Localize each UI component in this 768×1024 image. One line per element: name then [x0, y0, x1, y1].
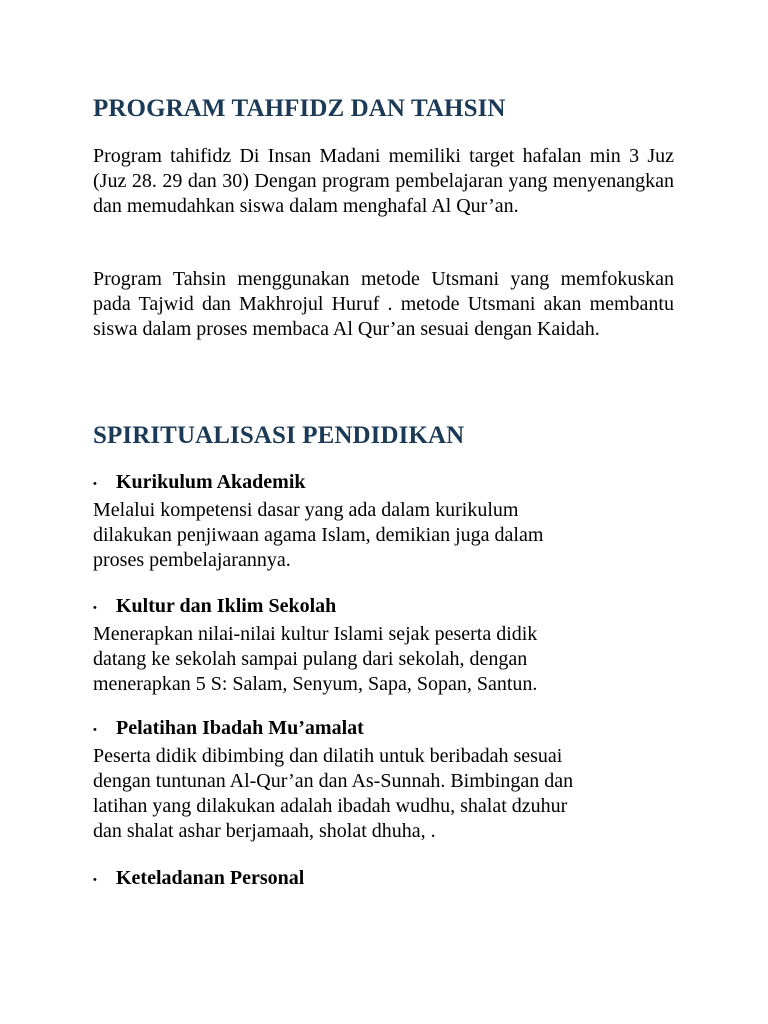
- list-item-body: Peserta didik dibimbing dan dilatih untuk beribadah sesuai dengan tuntunan Al-Qur’an dan As-Sunnah. Bimbingan dan latihan yang dilakukan adalah ibadah wudhu, shalat dzuhur dan shalat ashar berjamaah, sholat dhuha, .: [93, 745, 574, 842]
- paragraph-tahfidz: Program tahifidz Di Insan Madani memiliki target hafalan min 3 Juz (Juz 28. 29 dan 30) Dengan program pembelajaran yang menyenangkan dan memudahkan siswa dalam menghafal Al Qur’an.: [93, 145, 674, 217]
- list-item-title: Keteladanan Personal: [116, 867, 305, 889]
- list-item-title-row: [93, 470, 674, 498]
- list-item-kurikulum-akademik: [93, 470, 674, 573]
- list-item-pelatihan-ibadah: [93, 716, 674, 844]
- bullet-icon: •: [93, 874, 97, 886]
- list-item-title: Kultur dan Iklim Sekolah: [116, 595, 337, 617]
- bullet-icon: •: [93, 724, 97, 736]
- section-heading-spiritualisasi: SPIRITUALISASI PENDIDIKAN: [93, 422, 465, 449]
- paragraph-tahsin: Program Tahsin menggunakan metode Utsmani yang memfokuskan pada Tajwid dan Makhrojul Huruf . metode Utsmani akan membantu siswa dalam proses membaca Al Qur’an sesuai dengan Kaidah.: [93, 268, 674, 340]
- list-item-title-row: [93, 594, 674, 622]
- list-item-title: Pelatihan Ibadah Mu’amalat: [116, 717, 364, 739]
- list-item-kultur-iklim-sekolah: [93, 594, 674, 697]
- list-item-keteladanan-personal: [93, 866, 674, 894]
- list-item-body: Melalui kompetensi dasar yang ada dalam kurikulum dilakukan penjiwaan agama Islam, demikian juga dalam proses pembelajarannya.: [93, 499, 544, 571]
- bullet-icon: •: [93, 602, 97, 614]
- section-heading-tahfidz-tahsin: PROGRAM TAHFIDZ DAN TAHSIN: [93, 95, 506, 122]
- list-item-body: Menerapkan nilai-nilai kultur Islami sejak peserta didik datang ke sekolah sampai pulang dari sekolah, dengan menerapkan 5 S: Salam, Senyum, Sapa, Sopan, Santun.: [93, 623, 538, 695]
- list-item-title-row: [93, 866, 674, 894]
- list-item-title-row: [93, 716, 674, 744]
- bullet-icon: •: [93, 478, 97, 490]
- list-item-title: Kurikulum Akademik: [116, 471, 306, 493]
